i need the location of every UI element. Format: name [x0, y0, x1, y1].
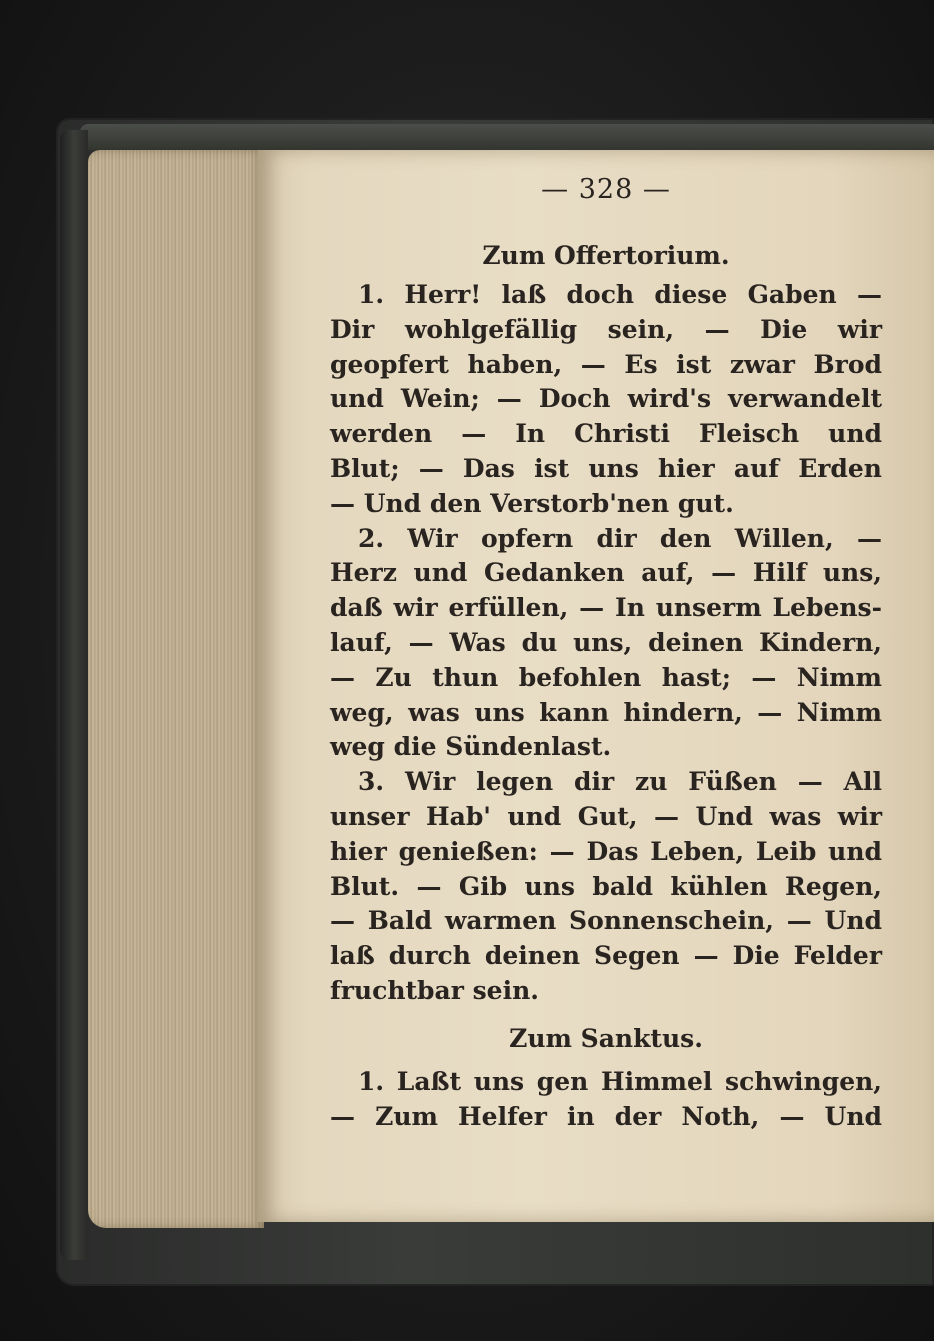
- text-line: 1. Laßt uns gen Himmel schwingen,: [358, 1066, 882, 1096]
- text-line: Blut. — Gib uns bald kühlen Regen,: [330, 871, 882, 901]
- text-line: lauf, — Was du uns, deinen Kindern,: [330, 627, 882, 657]
- text-line: Blut; — Das ist uns hier auf Erden: [330, 453, 882, 483]
- book-cover-top-edge: [80, 124, 934, 150]
- text-line: — Zu thun befohlen hast; — Nimm: [330, 662, 882, 692]
- text-line: und Wein; — Doch wird's verwandelt: [330, 384, 882, 414]
- text-line: — Zum Helfer in der Noth, — Und: [330, 1101, 882, 1131]
- text-line: weg, was uns kann hindern, — Nimm: [330, 697, 882, 727]
- page-number: — 328 —: [541, 174, 671, 205]
- text-line: laß durch deinen Segen — Die Felder: [330, 941, 882, 971]
- page-text: [330, 170, 882, 1134]
- text-line: — Bald warmen Sonnenschein, — Und: [330, 906, 882, 936]
- text-line: werden — In Christi Fleisch und: [330, 419, 882, 449]
- text-line: 2. Wir opfern dir den Willen, —: [358, 523, 882, 553]
- text-line: geopfert haben, — Es ist zwar Brod: [330, 349, 882, 379]
- text-line: Dir wohlgefällig sein, — Die wir: [330, 314, 882, 344]
- text-line: daß wir erfüllen, — In unserm Lebens-: [330, 593, 882, 623]
- text-line: weg die Sündenlast.: [330, 732, 612, 762]
- section-heading-sanktus: Zum Sanktus.: [509, 1023, 703, 1053]
- text-line: 1. Herr! laß doch diese Gaben —: [358, 280, 882, 309]
- book-spine-edge: [60, 130, 88, 1260]
- text-line: hier genießen: — Das Leben, Leib und: [330, 836, 882, 866]
- text-line: 3. Wir legen dir zu Füßen — All: [358, 767, 882, 797]
- page-block-fore-edge: [88, 150, 264, 1228]
- text-line: unser Hab' und Gut, — Und was wir: [330, 801, 882, 831]
- text-line: fruchtbar sein.: [330, 975, 539, 1005]
- section-heading-offertorium: Zum Offertorium.: [482, 241, 730, 270]
- book-page: [258, 150, 934, 1222]
- text-line: Herz und Gedanken auf, — Hilf uns,: [330, 558, 882, 588]
- text-line: — Und den Verstorb'nen gut.: [330, 488, 734, 518]
